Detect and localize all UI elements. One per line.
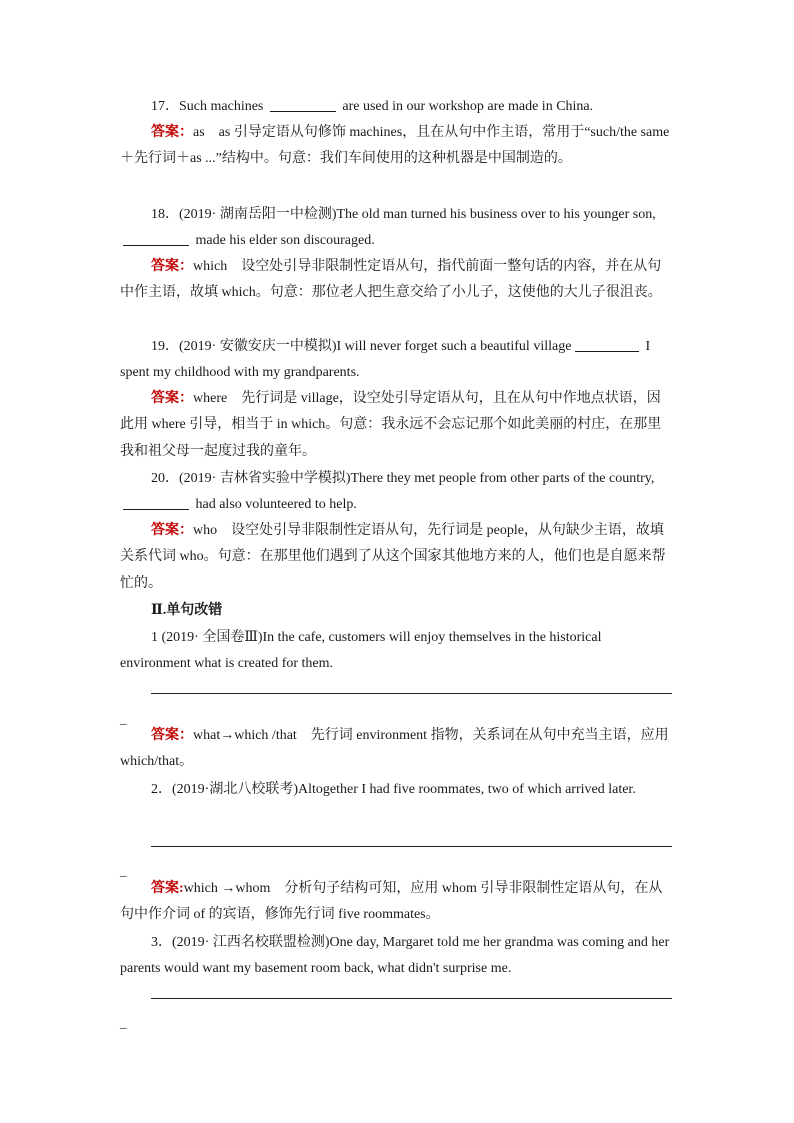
answer-text: which 设空处引导非限制性定语从句，指代前面一整句话的内容，并在从句中作主语，故填 which。句意：那位老人把生意交给了小儿子，这使他的大儿子很沮丧。 — [120, 259, 662, 301]
line-dash: _ — [120, 863, 127, 878]
answer-19 — [120, 386, 673, 465]
answer-blank[interactable] — [123, 231, 189, 246]
answer-blank[interactable] — [123, 495, 189, 510]
question-17 — [120, 94, 673, 120]
correction-2-answer — [120, 876, 673, 929]
question-text: I spent my childhood with my grandparents. — [120, 339, 651, 381]
answer-line[interactable] — [151, 693, 672, 694]
answer-18 — [120, 254, 673, 307]
answer-line[interactable] — [151, 846, 672, 847]
question-text: made his elder son discouraged. — [192, 233, 375, 249]
answer-label: 答案： — [151, 391, 193, 406]
question-text: are used in our workshop are made in China. — [338, 99, 594, 114]
question-text: 17．Such machines — [151, 99, 267, 114]
question-text: 18．(2019· 湖南岳阳一中检测)The old man turned his business over to his younger son, — [151, 207, 656, 222]
answer-label: 答案： — [151, 728, 193, 743]
correction-1-answer — [120, 723, 673, 776]
answer-blank[interactable] — [575, 337, 639, 352]
answer-line[interactable] — [151, 998, 672, 999]
question-20 — [120, 466, 673, 519]
answer-text: what→which /that 先行词 environment 指物，关系词在从句中充当主语，应用 which/that。 — [120, 728, 669, 770]
answer-label: 答案： — [151, 125, 193, 140]
answer-text: as as 引导定语从句修饰 machines，且在从句中作主语，常用于“such/the same＋先行词＋as ...”结构中。句意：我们车间使用的这种机器是中国制造的。 — [120, 125, 670, 167]
answer-label: 答案： — [151, 259, 193, 274]
answer-label: 答案: — [151, 881, 184, 896]
question-text: had also volunteered to help. — [192, 497, 357, 513]
question-18 — [120, 202, 673, 255]
correction-2: 2．(2019·湖北八校联考)Altogether I had five roommates, two of which arrived later. — [151, 782, 636, 797]
question-text: 20．(2019· 吉林省实验中学模拟)There they met people from other parts of the country, — [151, 471, 655, 486]
answer-blank[interactable] — [270, 97, 336, 112]
answer-text: who 设空处引导非限制性定语从句，先行词是 people，从句缺少主语，故填关系代词 who。句意：在那里他们遇到了从这个国家其他地方来的人，他们也是自愿来帮忙的。 — [120, 523, 666, 591]
answer-text: where 先行词是 village，设空处引导定语从句，且在从句中作地点状语，因此用 where 引导，相当于 in which。句意：我永远不会忘记那个如此美丽的村庄，在那里我和祖父母一起度过我的童年。 — [120, 391, 662, 459]
correction-3: 3．(2019· 江西名校联盟检测)One day, Margaret told me her grandma was coming and her parents would want my basement room back, what didn't surprise me. — [120, 935, 670, 977]
question-19 — [120, 334, 673, 387]
line-dash: _ — [120, 1015, 127, 1030]
section-heading: Ⅱ.单句改错 — [151, 603, 223, 618]
line-dash: _ — [120, 711, 127, 726]
question-text: 19．(2019· 安徽安庆一中模拟)I will never forget such a beautiful village — [151, 339, 575, 354]
answer-20 — [120, 518, 673, 597]
answer-17 — [120, 120, 673, 173]
answer-label: 答案： — [151, 523, 193, 538]
correction-1: 1 (2019· 全国卷Ⅲ)In the cafe, customers will enjoy themselves in the historical environment what is created for them. — [120, 630, 602, 672]
answer-text: which →whom 分析句子结构可知，应用 whom 引导非限制性定语从句，在从句中作介词 of 的宾语，修饰先行词 five roommates。 — [120, 881, 663, 923]
